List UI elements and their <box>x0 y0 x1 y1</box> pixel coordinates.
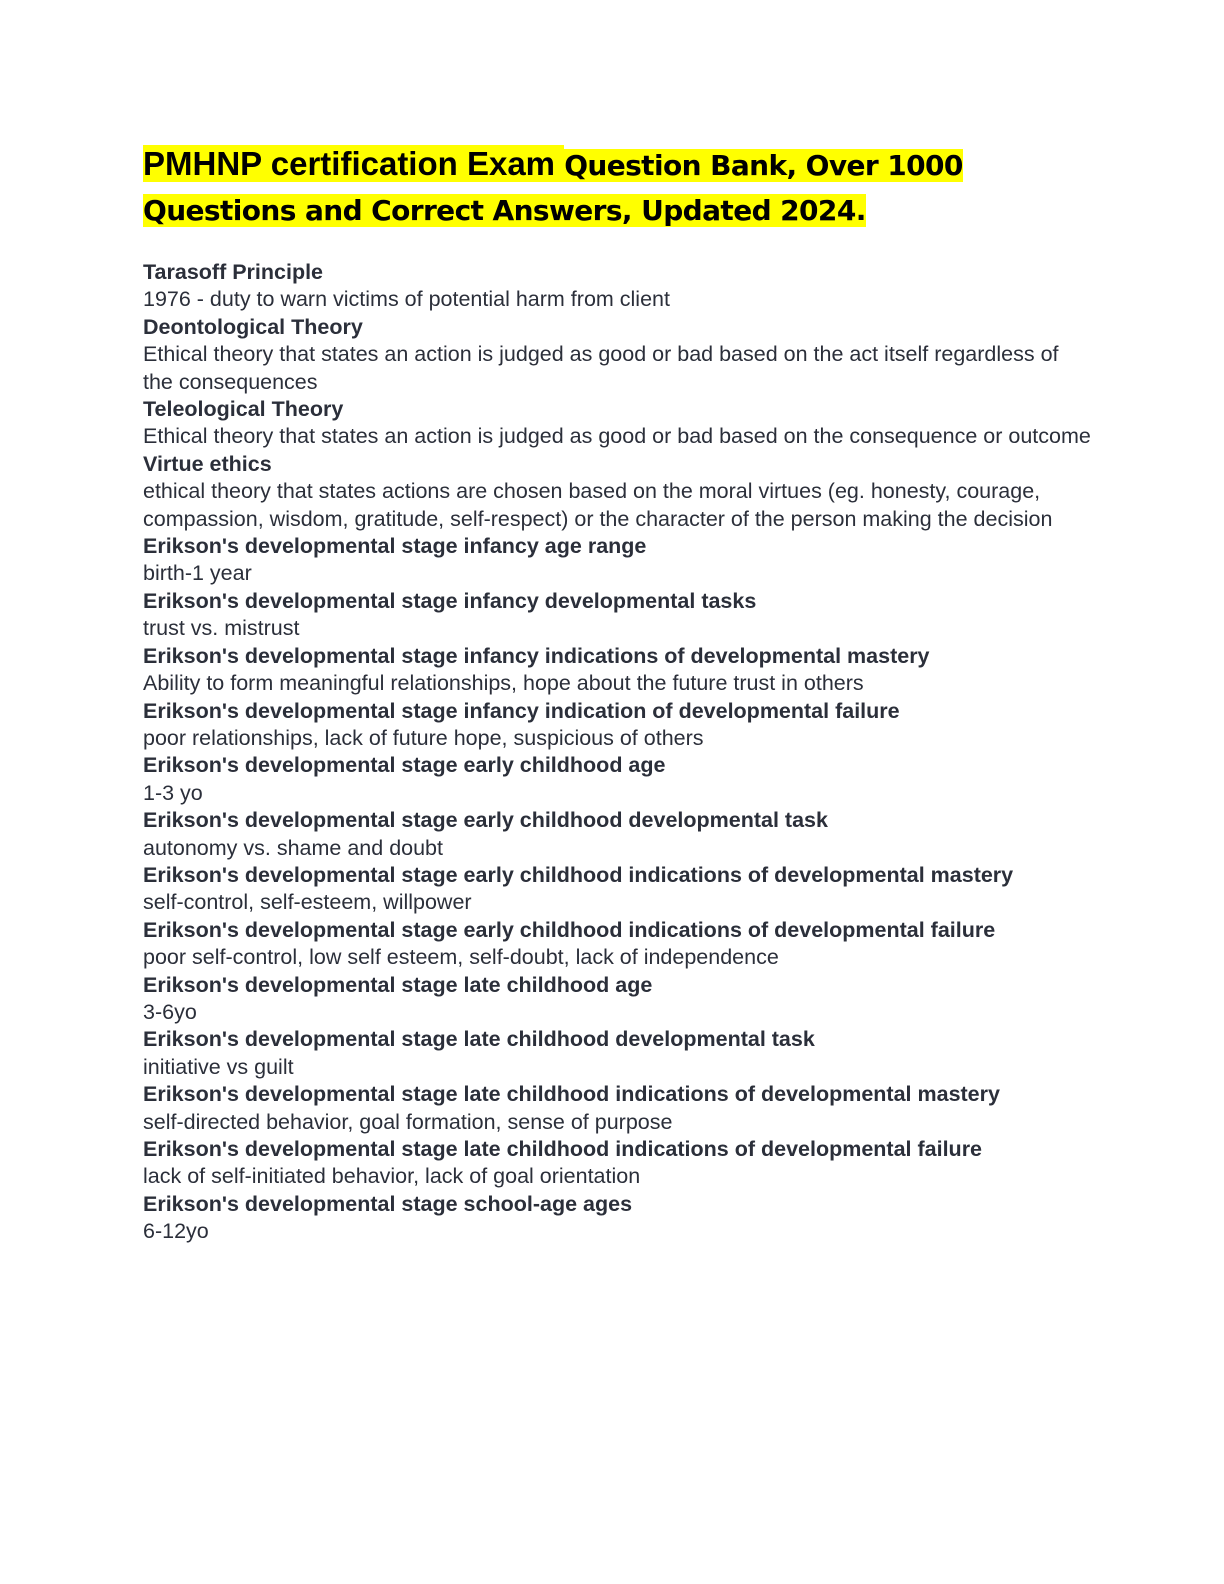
entry-term: Deontological Theory <box>143 314 363 339</box>
entry-term: Erikson's developmental stage infancy indications of developmental mastery <box>143 643 930 668</box>
entry-term: Erikson's developmental stage late childhood indications of developmental failure <box>143 1137 983 1161</box>
document-title <box>143 142 1093 233</box>
entry-term: Erikson's developmental stage infancy age range <box>143 534 647 559</box>
flashcard-list <box>143 259 1093 1246</box>
flashcard-entry <box>143 1026 1093 1081</box>
entry-definition: birth-1 year <box>143 561 252 586</box>
entry-term: Erikson's developmental stage early childhood indications of developmental mastery <box>143 862 1014 887</box>
entry-term: Erikson's developmental stage early childhood age <box>143 753 666 778</box>
entry-definition: Ethical theory that states an action is judged as good or bad based on the act itself regardless of the consequences <box>143 342 1059 394</box>
entry-term: Erikson's developmental stage late childhood age <box>143 972 653 997</box>
entry-term: Erikson's developmental stage school-age ages <box>143 1191 633 1216</box>
entry-term: Erikson's developmental stage late childhood indications of developmental mastery <box>143 1082 1000 1107</box>
entry-definition: 6-12yo <box>143 1219 209 1244</box>
title-highlight-part1: PMHNP certification Exam <box>143 145 565 182</box>
flashcard-entry <box>143 533 1093 588</box>
entry-definition: self-control, self-esteem, willpower <box>143 890 472 915</box>
entry-term: Tarasoff Principle <box>143 260 324 284</box>
title-highlight-part2: Question Bank, Over 1000 Questions and Correct Answers, Updated 2024. <box>143 149 963 227</box>
flashcard-entry <box>143 807 1093 862</box>
flashcard-entry <box>143 972 1093 1027</box>
flashcard-entry <box>143 451 1093 533</box>
flashcard-entry <box>143 588 1093 643</box>
entry-term: Erikson's developmental stage infancy indication of developmental failure <box>143 698 900 723</box>
flashcard-entry <box>143 1136 1093 1191</box>
entry-definition: initiative vs guilt <box>143 1054 294 1079</box>
entry-definition: ethical theory that states actions are chosen based on the moral virtues (eg. honesty, courage, compassion, wisdom, gratitude, self-respect) or the character of the person making the decision <box>143 479 1053 531</box>
flashcard-entry <box>143 259 1093 314</box>
entry-definition: 3-6yo <box>143 999 197 1024</box>
flashcard-entry <box>143 314 1093 396</box>
flashcard-entry <box>143 396 1093 451</box>
flashcard-entry <box>143 1191 1093 1246</box>
entry-definition: Ability to form meaningful relationships, hope about the future trust in others <box>143 671 864 696</box>
entry-definition: 1976 - duty to warn victims of potential harm from client <box>143 287 670 312</box>
entry-definition: lack of self-initiated behavior, lack of goal orientation <box>143 1164 641 1189</box>
entry-term: Teleological Theory <box>143 397 344 422</box>
entry-definition: self-directed behavior, goal formation, sense of purpose <box>143 1109 673 1134</box>
document-page <box>143 142 1093 1246</box>
entry-term: Erikson's developmental stage early childhood developmental task <box>143 808 828 833</box>
entry-definition: autonomy vs. shame and doubt <box>143 835 443 860</box>
entry-term: Erikson's developmental stage early childhood indications of developmental failure <box>143 917 996 942</box>
entry-term: Erikson's developmental stage infancy developmental tasks <box>143 588 757 613</box>
entry-definition: trust vs. mistrust <box>143 616 300 641</box>
flashcard-entry <box>143 643 1093 698</box>
entry-definition: 1-3 yo <box>143 780 203 805</box>
flashcard-entry <box>143 752 1093 807</box>
entry-term: Erikson's developmental stage late childhood developmental task <box>143 1027 815 1052</box>
entry-definition: poor relationships, lack of future hope, suspicious of others <box>143 725 704 750</box>
flashcard-entry <box>143 917 1093 972</box>
flashcard-entry <box>143 1081 1093 1136</box>
entry-definition: Ethical theory that states an action is judged as good or bad based on the consequence or outcome <box>143 424 1091 449</box>
flashcard-entry <box>143 862 1093 917</box>
flashcard-entry <box>143 698 1093 753</box>
entry-definition: poor self-control, low self esteem, self-doubt, lack of independence <box>143 945 779 970</box>
entry-term: Virtue ethics <box>143 451 272 476</box>
